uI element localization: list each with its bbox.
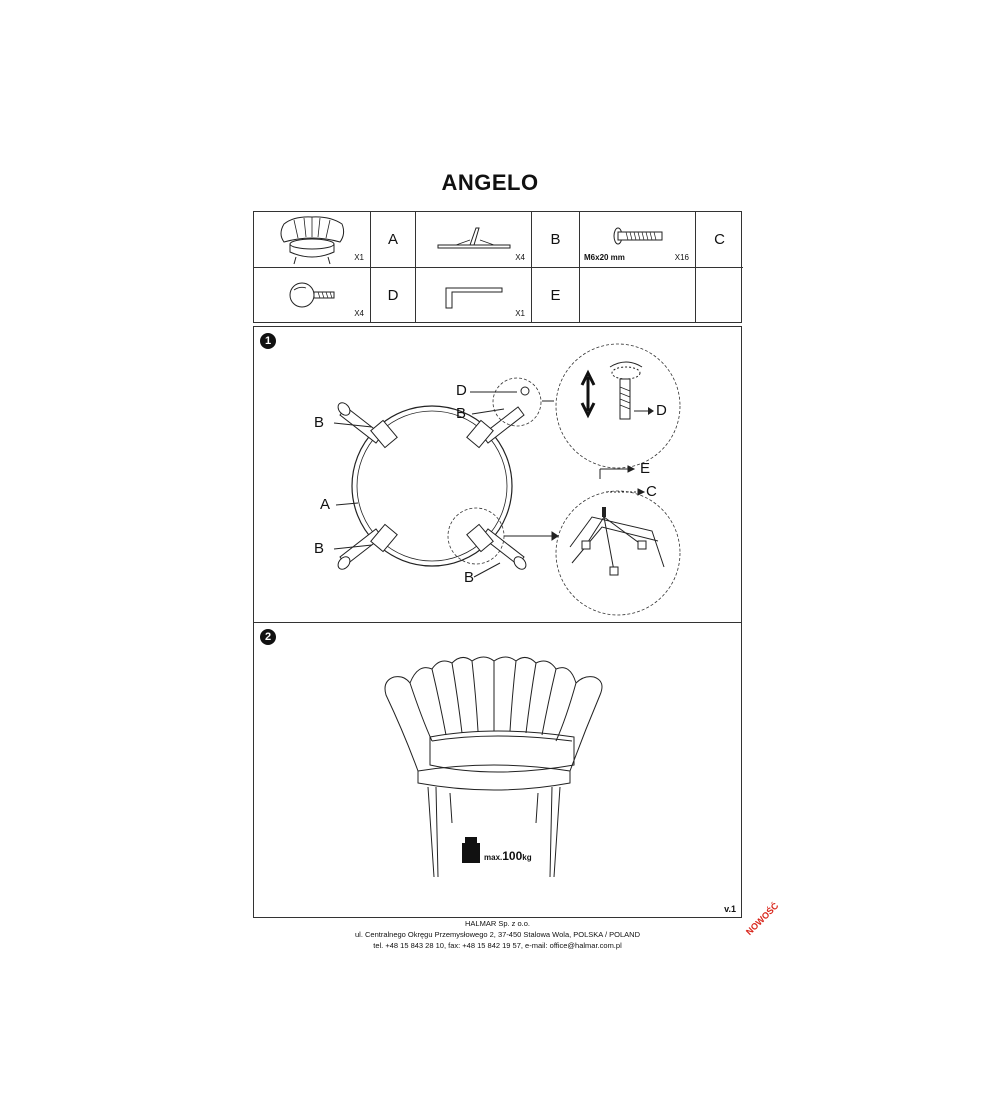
max-load-value: 100 [502, 849, 523, 863]
step-1-number: 1 [260, 333, 276, 349]
label-b-bottom-right: B [464, 569, 475, 586]
part-d-image-cell [254, 268, 371, 323]
part-a-qty: X1 [354, 253, 364, 262]
label-d-top: D [456, 382, 467, 399]
label-d-detail: D [656, 402, 667, 419]
part-a-letter: A [371, 212, 416, 268]
label-e: E [640, 460, 651, 477]
company-name: HALMAR Sp. z o.o. [464, 919, 531, 928]
max-load-label [484, 849, 532, 863]
empty-cell [580, 268, 696, 323]
max-load-unit: kg [522, 853, 532, 862]
company-footer [253, 918, 742, 951]
part-e-qty: X1 [515, 309, 525, 318]
step-2-panel [253, 622, 742, 918]
part-d-qty: X4 [354, 309, 364, 318]
label-a: A [320, 496, 331, 513]
page-title: ANGELO [441, 170, 539, 195]
label-b-bottom-left: B [314, 540, 325, 557]
version-label: v.1 [724, 904, 736, 914]
weight-icon [462, 837, 480, 863]
part-b-image-cell [416, 212, 532, 268]
max-load-prefix: max. [484, 853, 503, 862]
label-c: C [646, 483, 657, 500]
part-e-letter: E [532, 268, 580, 323]
label-b-top-left: B [314, 414, 325, 431]
part-b-qty: X4 [515, 253, 525, 262]
empty-cell [696, 268, 743, 323]
part-c-spec: M6x20 mm [584, 253, 625, 262]
step-1-diagram [254, 327, 743, 624]
part-c-qty: X16 [674, 253, 689, 262]
step-2-number: 2 [260, 629, 276, 645]
parts-table [253, 211, 742, 323]
part-d-letter: D [371, 268, 416, 323]
label-b-top-right: B [456, 405, 467, 422]
company-contact: tel. +48 15 843 28 10, fax: +48 15 842 19 57, e-mail: office@halmar.com.pl [373, 941, 622, 950]
company-address: ul. Centralnego Okręgu Przemysłowego 2, 37-450 Stalowa Wola, POLSKA / POLAND [354, 930, 640, 939]
part-e-image-cell [416, 268, 532, 323]
part-c-image-cell [580, 212, 696, 268]
part-b-letter: B [532, 212, 580, 268]
step-1-panel [253, 326, 742, 623]
new-product-stamp: NOWOŚĆ [744, 900, 781, 938]
part-a-image-cell [254, 212, 371, 268]
part-c-letter: C [696, 212, 743, 268]
armchair-illustration [254, 623, 743, 919]
